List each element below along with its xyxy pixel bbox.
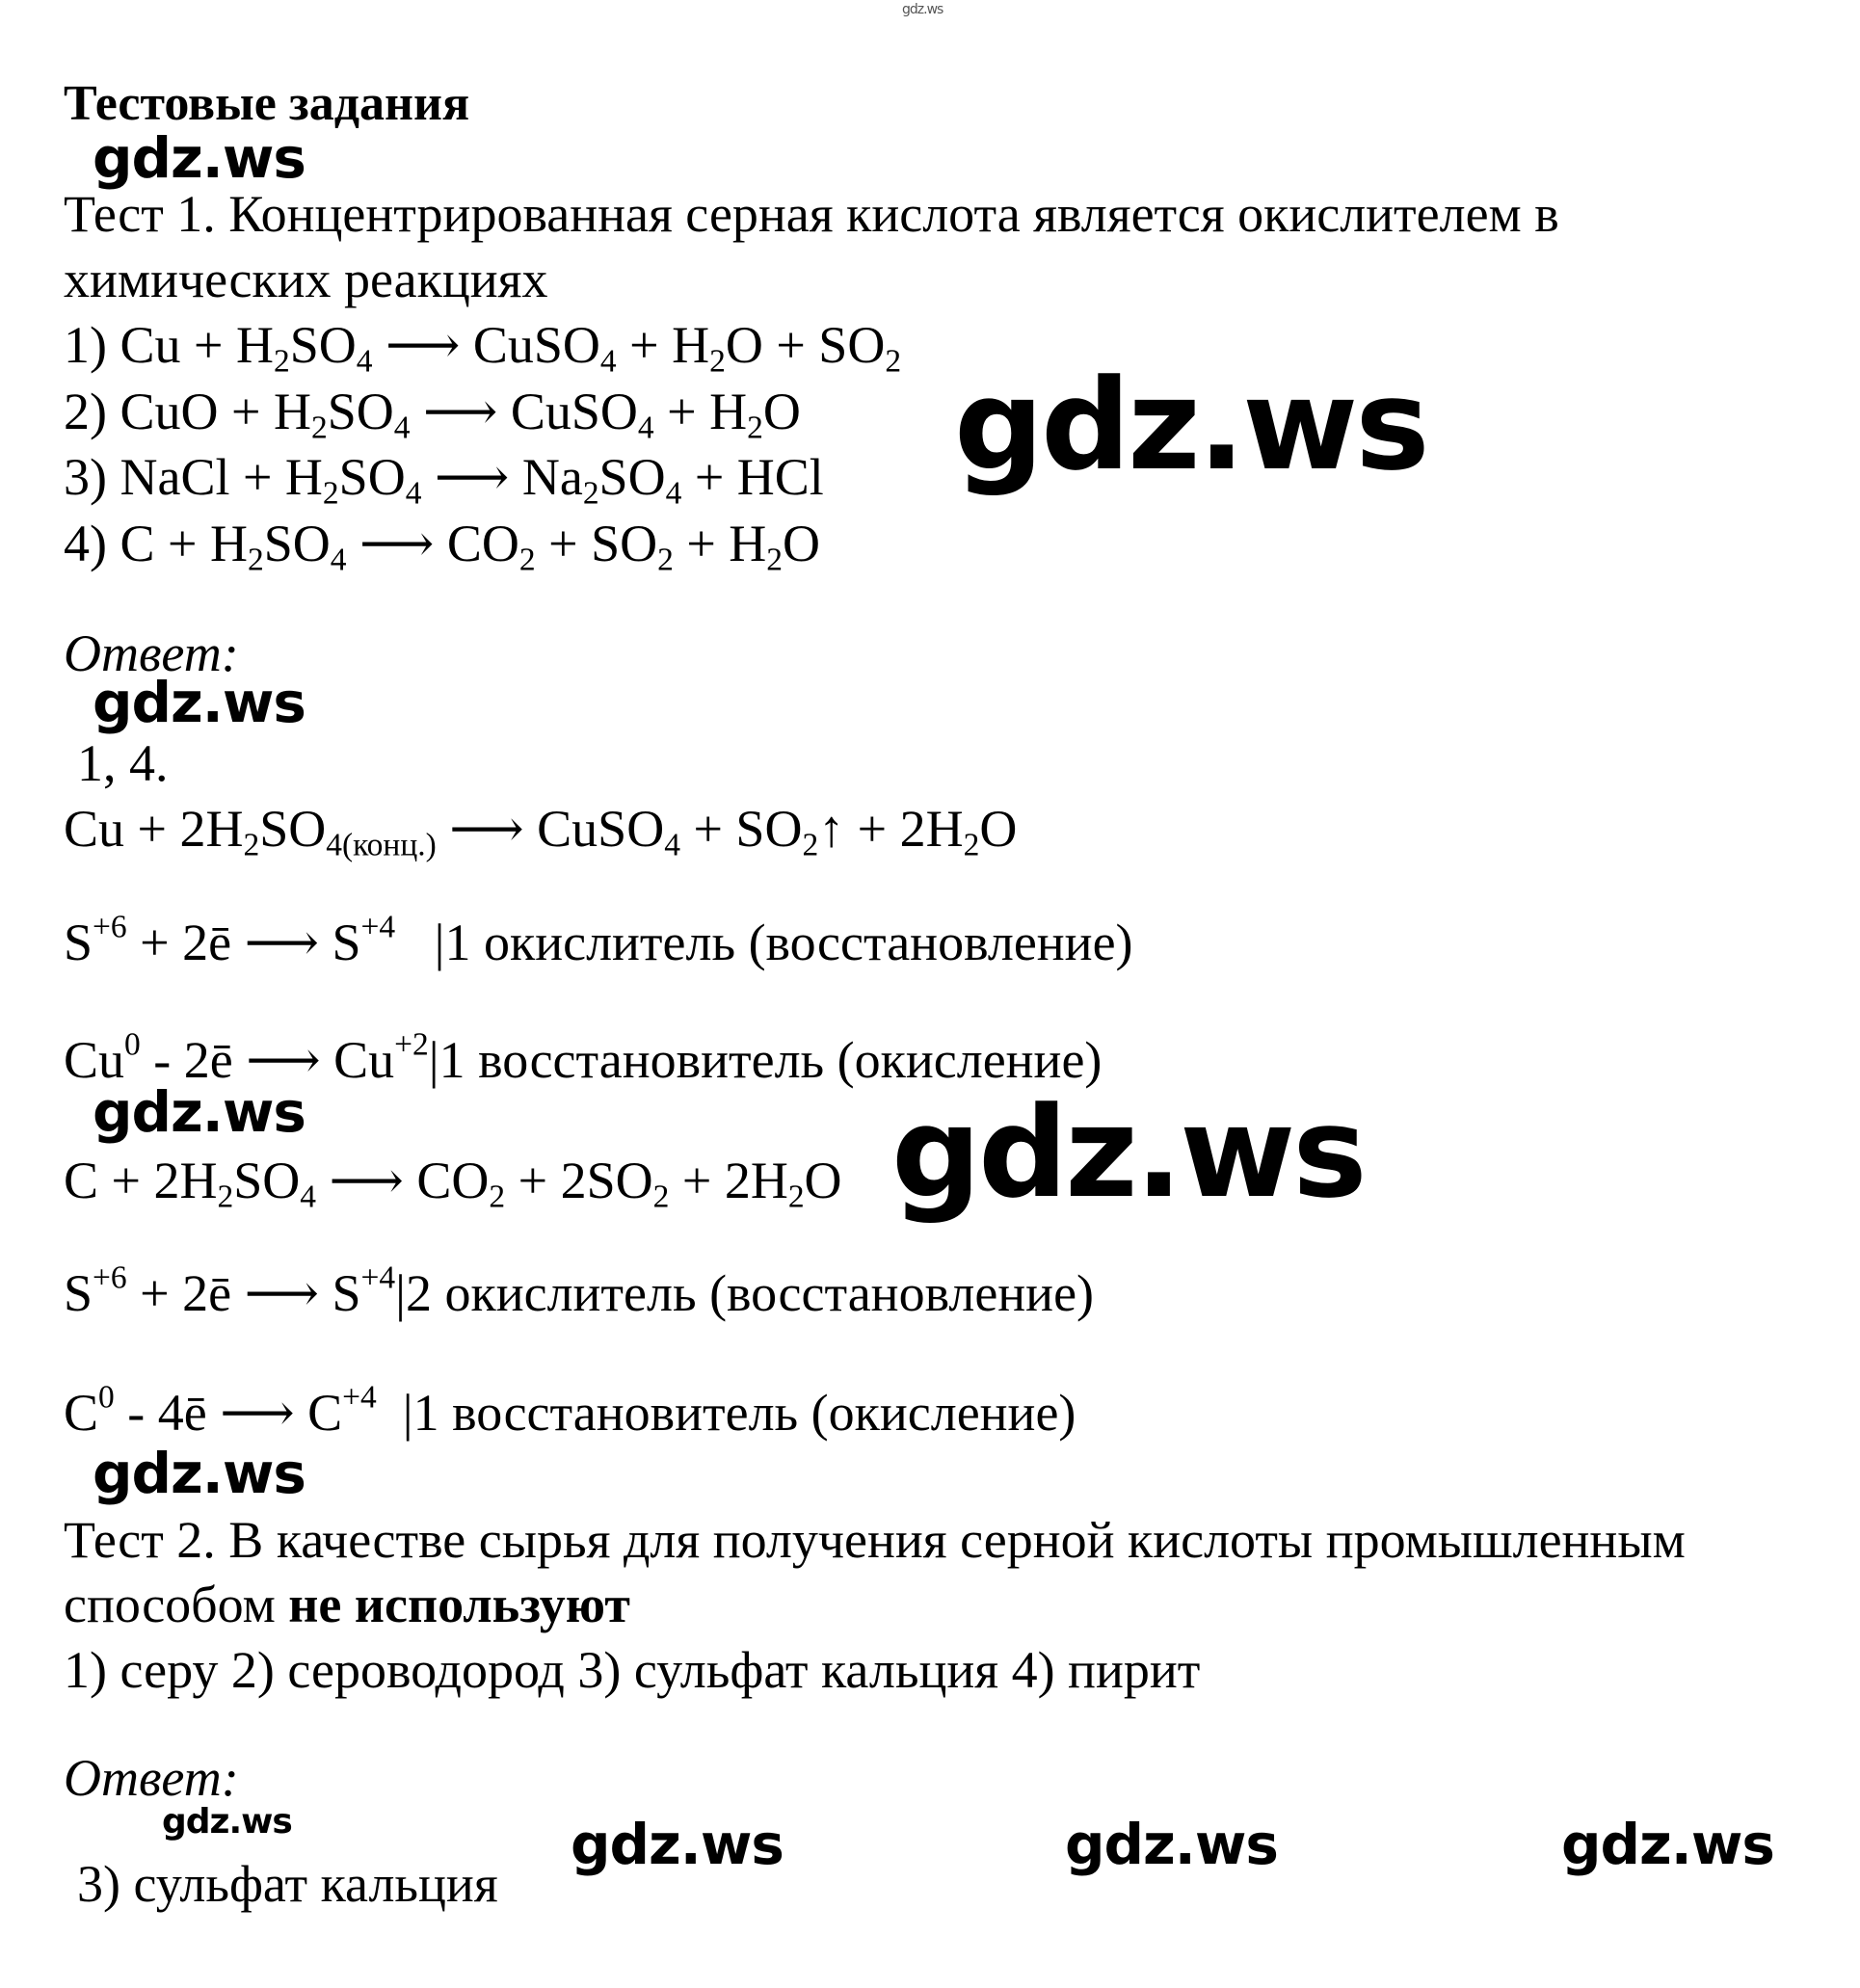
test1-half-reaction-2: Cu$^0$ - 2ē ⟶ $Cu^{+2}|1$ восстановитель (окисление) xyxy=(64,1026,1103,1089)
test2-answer-value: 3) сульфат кальция xyxy=(77,1855,498,1913)
test1-half-reaction-4: $C^0$ - 4ē ⟶ $C^{+4}$ |1 восстановитель (окисление) xyxy=(64,1379,1076,1442)
watermark-6: gdz.ws xyxy=(571,1812,784,1877)
test2-options: 1) серу 2) сероводород 3) сульфат кальция 4) пирит xyxy=(64,1641,1201,1699)
test1-equation-1: $Cu + 2H_2SO_{4(конц.)}$ ⟶ CuSO$_4$ + $SO_2↑ + 2H_2O$ xyxy=(64,800,1018,863)
test2-question-line2: способом не используют xyxy=(64,1576,630,1633)
test1-question-line1: Тест 1. Концентрированная серная кислота является окислителем в xyxy=(64,185,1559,243)
test2-emphasis: не используют xyxy=(288,1576,630,1633)
watermark-3: gdz.ws xyxy=(93,1079,306,1145)
watermark-4: gdz.ws xyxy=(93,1441,306,1506)
test1-option-3: 3) NaCl + $H_2SO_4$ ⟶ $Na_2SO_4$ + HCl xyxy=(64,448,824,512)
test1-equation-2: $C + 2H_2SO_4$ ⟶ $CO_2 + 2SO_2 + 2H_2O$ xyxy=(64,1152,842,1215)
watermark-large-1: gdz.ws xyxy=(954,352,1427,498)
page-heading: Тестовые задания xyxy=(64,76,470,131)
watermark-2: gdz.ws xyxy=(93,670,306,735)
watermark-5: gdz.ws xyxy=(162,1802,292,1842)
test1-question-line2: химических реакциях xyxy=(64,251,548,308)
test2-answer-label: Ответ: xyxy=(64,1749,239,1807)
test1-option-4: 4) $C + H_2SO_4$ ⟶ $CO_2 + SO_2 + H_2O$ xyxy=(64,515,821,578)
watermark-top: gdz.ws xyxy=(902,2,943,17)
watermark-8: gdz.ws xyxy=(1561,1812,1774,1877)
test1-answer-label: Ответ: xyxy=(64,624,239,682)
test1-half-reaction-1: $S^{+6}$ + 2ē ⟶ $S^{+4}$ |1 окислитель (восстановление) xyxy=(64,909,1133,971)
test1-option-2: 2) CuO + $H_2SO_4$ ⟶ CuSO$_4$ + $H_2O$ xyxy=(64,383,801,446)
watermark-large-2: gdz.ws xyxy=(891,1079,1365,1226)
test2-question-line1: Тест 2. В качестве сырья для получения серной кислоты промышленным xyxy=(64,1511,1686,1569)
test1-answer-value: 1, 4. xyxy=(77,734,169,792)
watermark-1: gdz.ws xyxy=(93,125,306,191)
watermark-7: gdz.ws xyxy=(1065,1812,1278,1877)
test1-option-1: 1) $Cu + H_2SO_4$ ⟶ CuSO$_4$ + $H_2O + SO_2$ xyxy=(64,316,902,380)
test1-half-reaction-3: $S^{+6}$ + 2ē ⟶ $S^{+4}|2$ окислитель (восстановление) xyxy=(64,1259,1095,1322)
